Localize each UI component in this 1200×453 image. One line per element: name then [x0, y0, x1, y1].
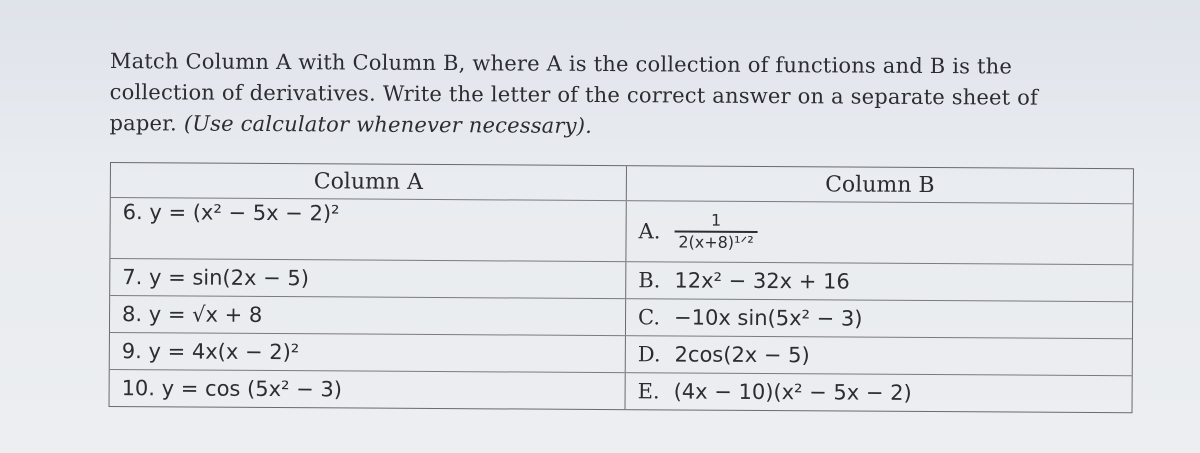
function-9: [110, 333, 626, 372]
table-row: [110, 198, 1132, 265]
function-8-text: 8. y = √x + 8: [121, 302, 263, 327]
table-row: [110, 259, 1132, 302]
instructions-line-1: Match Column A with Column B, where A is the collection of functions and B is the: [109, 48, 1013, 79]
function-6: [110, 198, 626, 261]
function-7: [110, 259, 626, 298]
derivative-d-letter: D.: [637, 342, 661, 367]
derivative-c-letter: C.: [637, 305, 661, 330]
table-row: [110, 370, 1132, 412]
instructions-line-2: collection of derivatives. Write the letter of the correct answer on a separate sheet of: [109, 79, 1039, 110]
instructions-line-3: [109, 108, 1149, 145]
instructions-note: (Use calculator whenever necessary).: [183, 111, 593, 138]
column-b-header: Column B: [825, 171, 935, 198]
derivative-d: [626, 336, 1132, 375]
table-row: [110, 296, 1132, 339]
function-7-text: 7. y = sin(2x − 5): [122, 265, 310, 291]
function-9-text: 9. y = 4x(x − 2)²: [121, 339, 300, 365]
derivative-c: [626, 299, 1132, 338]
derivative-e: [625, 373, 1131, 412]
derivative-e-text: (4x − 10)(x² − 5x − 2): [673, 379, 912, 405]
column-a-header: Column A: [111, 163, 627, 200]
function-8: [110, 296, 626, 335]
instructions-paragraph: [109, 46, 1150, 145]
derivative-a: [626, 201, 1132, 264]
derivative-c-text: −10x sin(5x² − 3): [673, 305, 863, 331]
derivative-e-letter: E.: [637, 379, 660, 404]
fraction-denominator: 2(x+8)¹ᐟ²: [678, 232, 754, 252]
derivative-b-text: 12x² − 32x + 16: [674, 268, 850, 294]
derivative-b: [626, 262, 1132, 301]
function-10-text: 10. y = cos (5x² − 3): [121, 376, 343, 402]
function-10: [110, 370, 626, 409]
derivative-b-letter: B.: [638, 268, 661, 293]
function-6-text: 6. y = (x² − 5x − 2)²: [122, 200, 340, 226]
derivative-d-text: 2cos(2x − 5): [674, 342, 810, 368]
derivative-a-fraction: [674, 211, 758, 253]
matching-table: [109, 162, 1134, 413]
fraction-numerator: 1: [711, 210, 722, 230]
table-row: [110, 333, 1132, 376]
derivative-a-letter: A.: [638, 219, 661, 244]
instructions-line-3-start: paper.: [109, 110, 184, 136]
